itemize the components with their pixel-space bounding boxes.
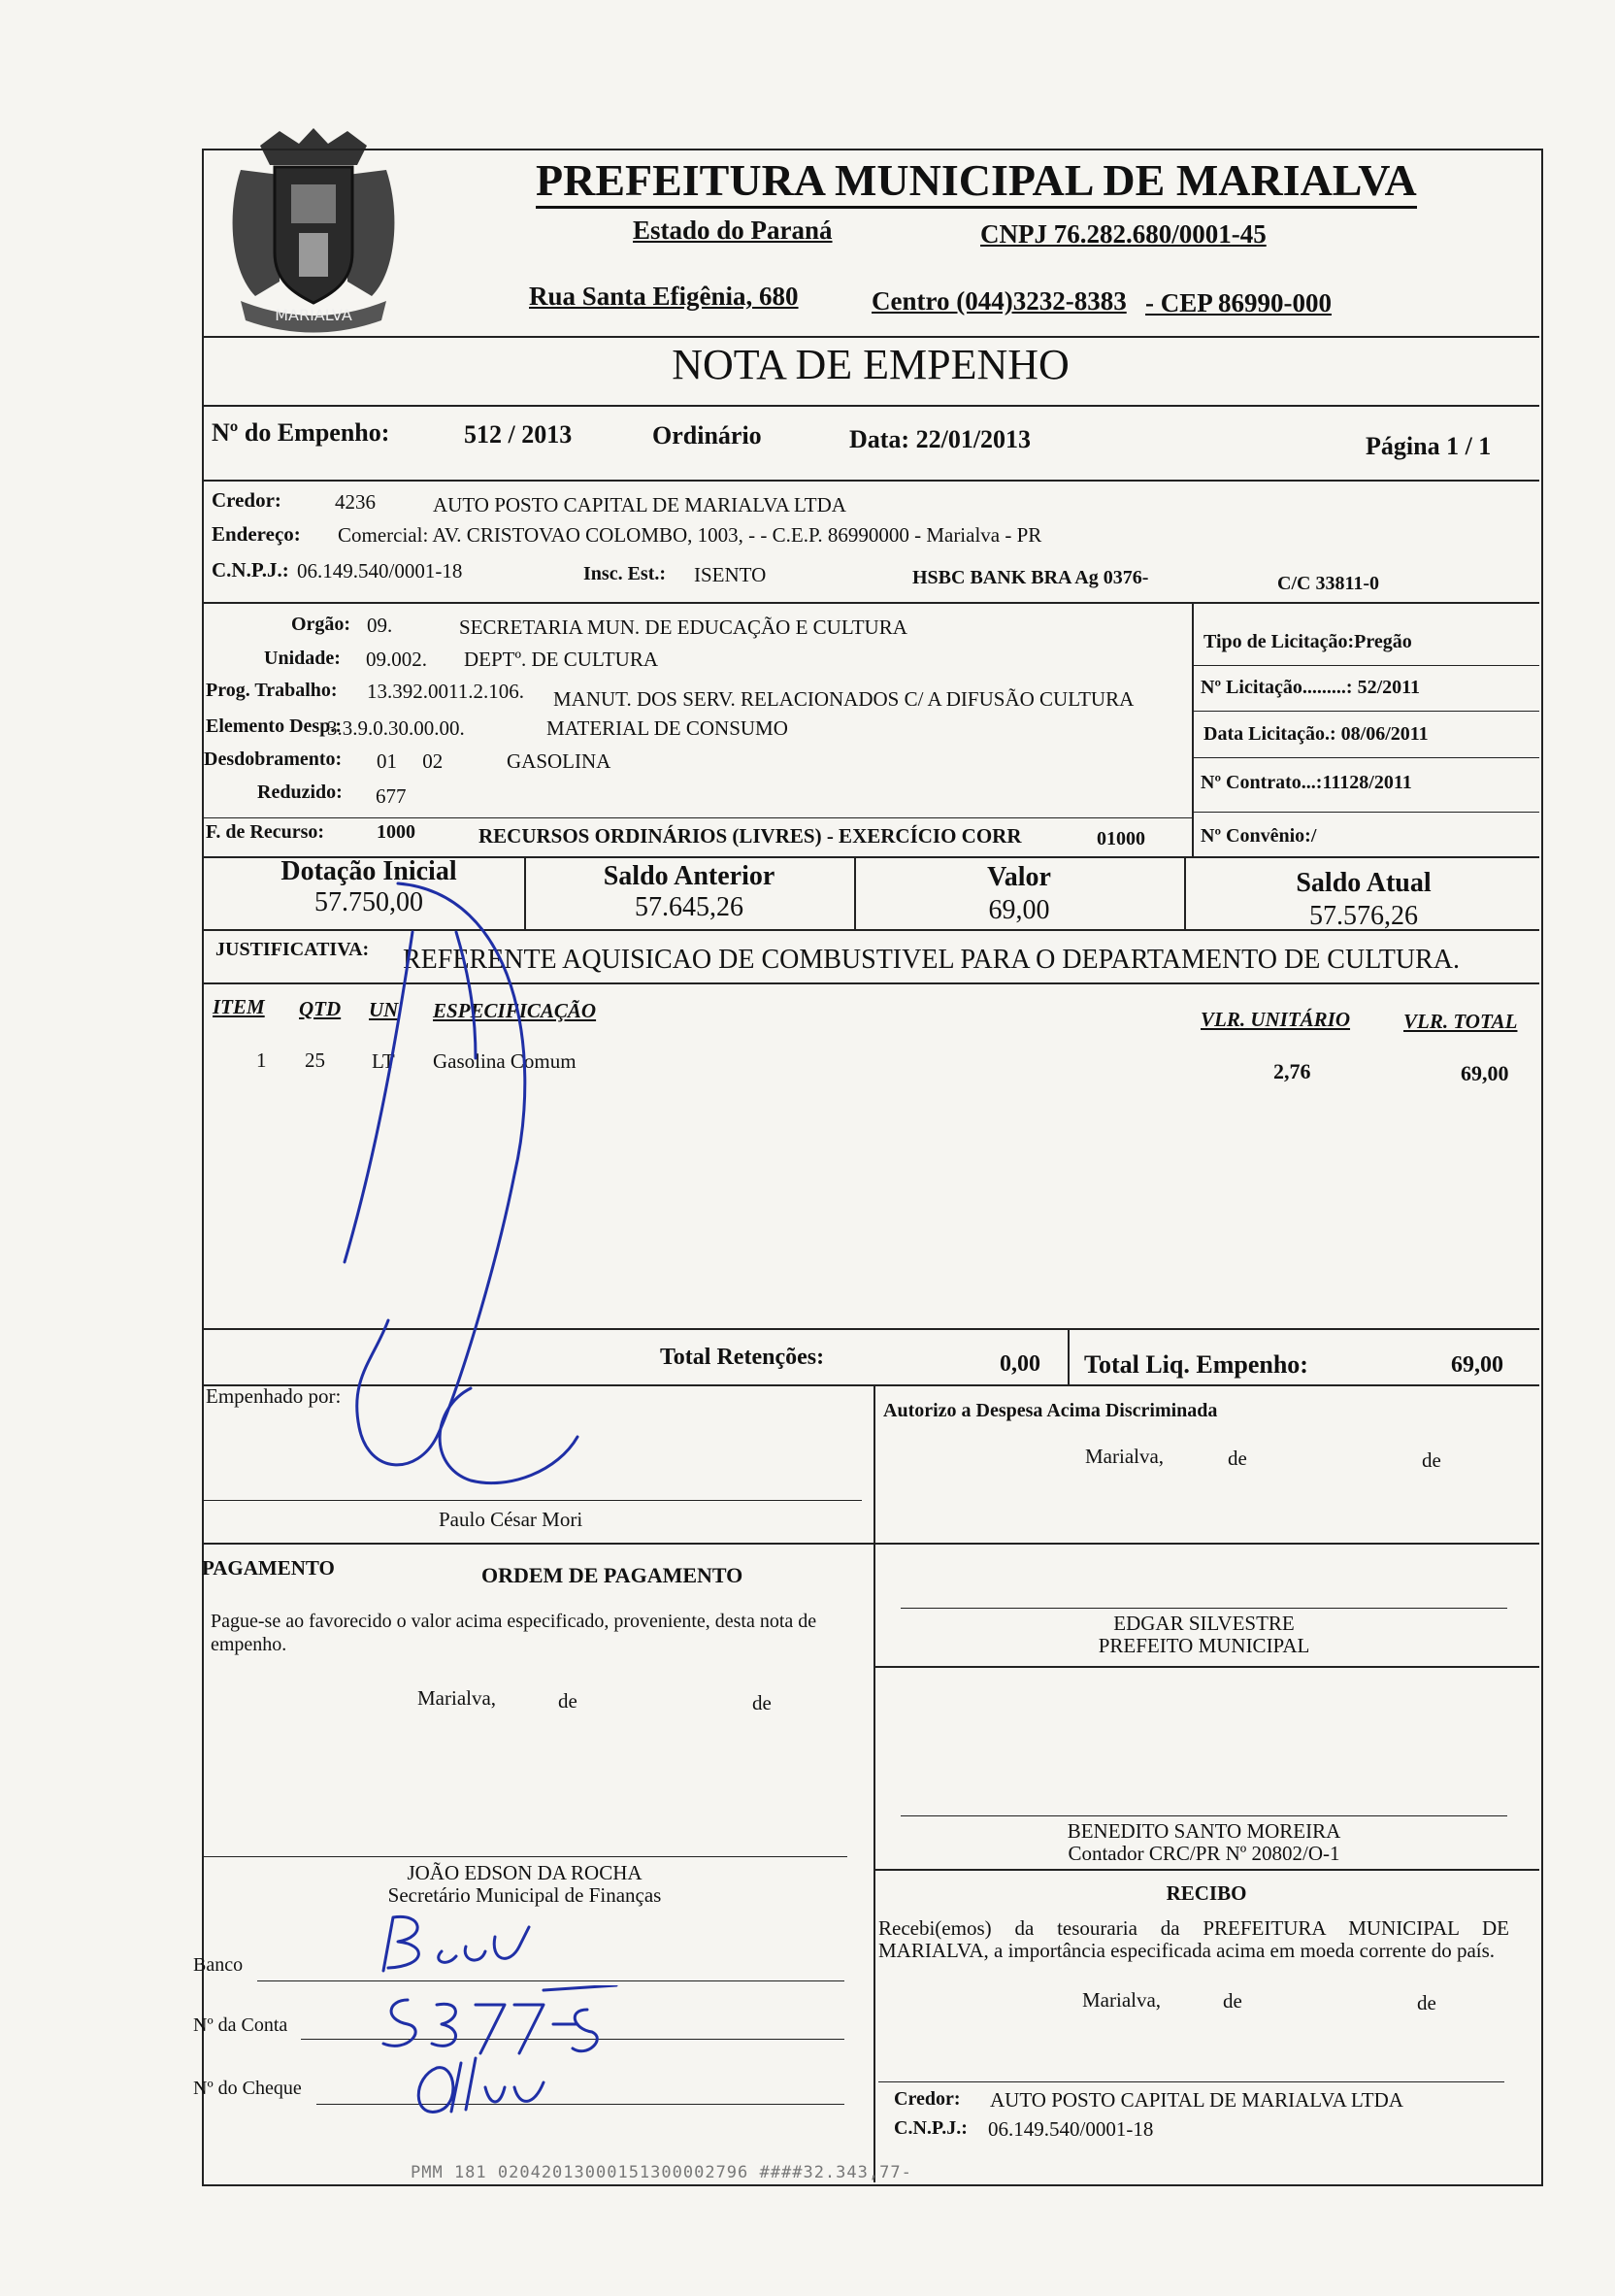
retencoes-value: 0,00 [1000, 1351, 1040, 1377]
coat-of-arms-text: MARIALVA [275, 306, 352, 324]
header-cep: - CEP 86990-000 [1145, 288, 1332, 317]
doc-title: NOTA DE EMPENHO [672, 341, 1070, 388]
recibo-local: Marialva, [1082, 1988, 1162, 2012]
recibo-text: Recebi(emos) da tesouraria da PREFEITURA MUNICIPAL DE MARIALVA, a importância especificada acima em moeda corrente do país. [878, 1916, 1509, 1962]
row-espec: Gasolina Comum [433, 1049, 577, 1073]
reduzido-value: 677 [376, 784, 407, 808]
bank-info: HSBC BANK BRA Ag 0376- [912, 567, 1149, 588]
row-unit: 2,76 [1273, 1059, 1311, 1083]
recurso-desc: RECURSOS ORDINÁRIOS (LIVRES) - EXERCÍCIO CORR [478, 824, 1022, 848]
endereco-label: Endereço: [212, 522, 301, 546]
recurso-code: 01000 [1097, 828, 1145, 849]
bank-account: C/C 33811-0 [1277, 573, 1379, 594]
credor-name: AUTO POSTO CAPITAL DE MARIALVA LTDA [433, 493, 846, 516]
cnpj-value: 06.149.540/0001-18 [297, 559, 463, 582]
retencoes-label: Total Retenções: [660, 1345, 825, 1370]
row-total: 69,00 [1461, 1061, 1509, 1085]
recibo-credor: AUTO POSTO CAPITAL DE MARIALVA LTDA [990, 2088, 1403, 2112]
recurso-label: F. de Recurso: [206, 821, 325, 843]
autorizo-local: Marialva, [1085, 1445, 1165, 1468]
desdobramento-value: 01 02 [377, 749, 444, 773]
contador-name: BENEDITO SANTO MOREIRA [1067, 1819, 1341, 1843]
recurso-value: 1000 [377, 821, 415, 843]
contador-cargo: Contador CRC/PR Nº 20802/O-1 [1068, 1842, 1340, 1865]
orgao-desc: SECRETARIA MUN. DE EDUCAÇÃO E CULTURA [459, 616, 907, 639]
col-total: VLR. TOTAL [1403, 1010, 1518, 1033]
col-qtd: QTD [299, 997, 342, 1020]
col-un: UN [369, 998, 399, 1021]
saldo-atual-label: Saldo Atual [1296, 868, 1432, 898]
prefeito-name: EDGAR SILVESTRE [1113, 1612, 1295, 1635]
recibo-de1: de [1223, 1989, 1242, 2013]
pagamento-de2: de [752, 1691, 772, 1714]
saldo-anterior-value: 57.645,26 [635, 892, 743, 922]
secretario-name: JOÃO EDSON DA ROCHA [407, 1861, 643, 1884]
handwritten-bank-name [374, 1908, 548, 1985]
pagamento-local: Marialva, [417, 1686, 497, 1710]
dotacao-label: Dotação Inicial [280, 856, 457, 886]
header-address: Rua Santa Efigênia, 680 [529, 282, 799, 311]
pagamento-text: Pague-se ao favorecido o valor acima especificado, proveniente, desta nota de empenho. [211, 1611, 817, 1655]
elemento-desc: MATERIAL DE CONSUMO [546, 716, 788, 740]
conta-label: Nº da Conta [193, 2014, 288, 2036]
licitacao-tipo: Tipo de Licitação:Pregão [1203, 631, 1412, 652]
empenho-type: Ordinário [652, 421, 762, 449]
empenho-number: 512 / 2013 [464, 420, 573, 449]
handwritten-empenhado-signature [412, 1379, 607, 1495]
justificativa-label: JUSTIFICATIVA: [215, 939, 370, 960]
row-un: LT [372, 1049, 395, 1073]
secretario-cargo: Secretário Municipal de Finanças [387, 1883, 662, 1907]
elemento-value: 3.3.9.0.30.00.00. [327, 716, 465, 740]
empenhado-name: Paulo César Mori [439, 1508, 583, 1531]
col-item: ITEM [213, 995, 265, 1018]
saldo-anterior-label: Saldo Anterior [603, 861, 775, 891]
unidade-desc: DEPTº. DE CULTURA [464, 648, 658, 671]
recibo-credor-label: Credor: [894, 2088, 961, 2110]
handwritten-cheque-signature [408, 2053, 573, 2126]
dotacao-value: 57.750,00 [314, 887, 423, 917]
header-title: PREFEITURA MUNICIPAL DE MARIALVA [536, 155, 1417, 209]
ordem-pagamento: ORDEM DE PAGAMENTO [481, 1563, 743, 1587]
cheque-label: Nº do Cheque [193, 2078, 302, 2099]
handwritten-account-number [369, 1985, 641, 2063]
credor-label: Credor: [212, 488, 281, 512]
banco-label: Banco [193, 1954, 244, 1976]
prog-value: 13.392.0011.2.106. [367, 680, 524, 703]
contrato: Nº Contrato...:11128/2011 [1201, 772, 1412, 793]
header-centro: Centro (044)3232-8383 [872, 286, 1127, 316]
orgao-value: 09. [367, 614, 393, 637]
autorizo-de1: de [1228, 1447, 1247, 1470]
autorizo-de2: de [1422, 1448, 1441, 1472]
liquido-value: 69,00 [1451, 1352, 1503, 1378]
row-item: 1 [256, 1048, 267, 1072]
orgao-label: Orgão: [291, 614, 351, 635]
valor-label: Valor [987, 862, 1051, 892]
credor-code: 4236 [335, 490, 376, 514]
prog-label: Prog. Trabalho: [206, 680, 338, 701]
justificativa-text: REFERENTE AQUISICAO DE COMBUSTIVEL PARA O DEPARTAMENTO DE CULTURA. [403, 945, 1460, 975]
footer-stamp: PMM 181 02042013000151300002796 ####32.343,77- [411, 2163, 912, 2182]
insc-label: Insc. Est.: [583, 563, 667, 584]
recibo-cnpj: 06.149.540/0001-18 [988, 2117, 1154, 2141]
cnpj-label: C.N.P.J.: [212, 558, 289, 582]
page-number: Página 1 / 1 [1366, 432, 1492, 460]
col-espec: ESPECIFICAÇÃO [433, 999, 597, 1022]
saldo-atual-value: 57.576,26 [1309, 901, 1418, 931]
pagamento-de1: de [558, 1689, 577, 1713]
header-state: Estado do Paraná [633, 216, 833, 245]
recibo-title: RECIBO [1166, 1881, 1247, 1905]
desdobramento-desc: GASOLINA [507, 749, 611, 773]
insc-value: ISENTO [694, 563, 767, 586]
prog-desc: MANUT. DOS SERV. RELACIONADOS C/ A DIFUSÃO CULTURA [553, 687, 1135, 711]
col-unit: VLR. UNITÁRIO [1201, 1008, 1351, 1031]
unidade-value: 09.002. [366, 648, 427, 671]
elemento-label: Elemento Desp.: [206, 715, 342, 737]
recibo-cnpj-label: C.N.P.J.: [894, 2117, 968, 2139]
empenho-number-label: Nº do Empenho: [212, 418, 390, 447]
recibo-de2: de [1417, 1991, 1436, 2014]
pagamento-label: PAGAMENTO [202, 1556, 335, 1580]
desdobramento-label: Desdobramento: [204, 749, 343, 770]
valor-value: 69,00 [988, 895, 1050, 925]
licitacao-data: Data Licitação.: 08/06/2011 [1203, 723, 1429, 745]
empenho-date: Data: 22/01/2013 [849, 425, 1032, 453]
endereco-value: Comercial: AV. CRISTOVAO COLOMBO, 1003, - - C.E.P. 86990000 - Marialva - PR [338, 523, 1042, 547]
liquido-label: Total Liq. Empenho: [1084, 1350, 1308, 1379]
unidade-label: Unidade: [264, 648, 341, 669]
reduzido-label: Reduzido: [257, 782, 343, 803]
empenhado-label: Empenhado por: [206, 1384, 342, 1408]
autorizo-text: Autorizo a Despesa Acima Discriminada [883, 1400, 1218, 1421]
row-qtd: 25 [305, 1048, 325, 1072]
header-cnpj: CNPJ 76.282.680/0001-45 [980, 219, 1267, 249]
licitacao-numero: Nº Licitação.........: 52/2011 [1201, 677, 1421, 698]
prefeito-cargo: PREFEITO MUNICIPAL [1098, 1634, 1310, 1657]
convenio: Nº Convênio:/ [1201, 825, 1317, 847]
